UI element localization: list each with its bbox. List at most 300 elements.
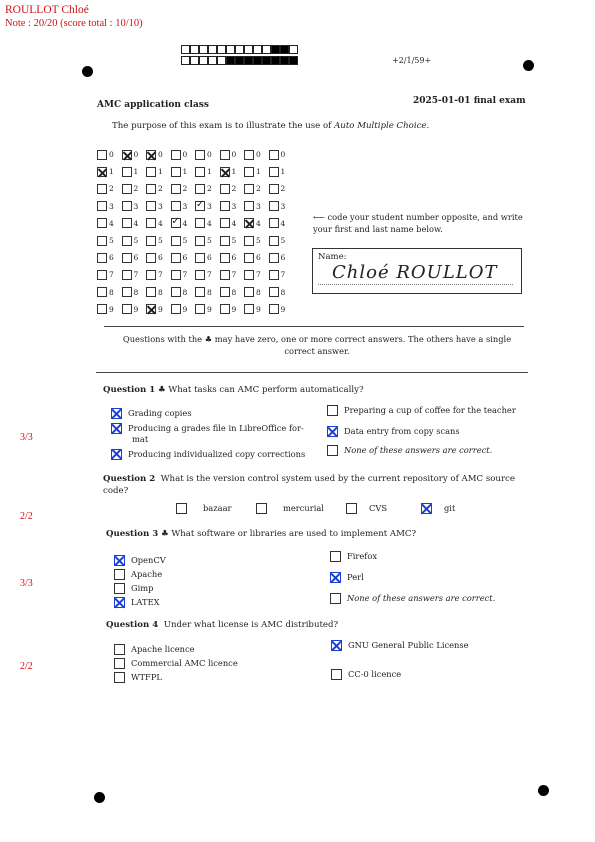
grid-cell[interactable] (122, 304, 147, 314)
grid-cell[interactable] (195, 253, 220, 263)
digit-label: 5 (109, 236, 114, 246)
digit-label: 7 (133, 270, 139, 280)
digit-box[interactable] (269, 218, 279, 228)
grid-row (97, 146, 293, 163)
option[interactable]: Commercial AMC licence (114, 658, 294, 669)
checkbox[interactable] (114, 555, 125, 566)
corner-mark-bl (94, 792, 105, 803)
digit-label: 0 (158, 150, 163, 160)
grid-row (97, 266, 293, 283)
grid-cell[interactable] (269, 184, 294, 194)
digit-box[interactable] (146, 253, 156, 263)
digit-box[interactable] (195, 304, 205, 314)
option[interactable]: git (421, 503, 471, 514)
digit-label: 0 (280, 150, 286, 160)
grid-cell[interactable] (122, 253, 147, 263)
q1-options-right (327, 405, 527, 456)
checkbox[interactable] (114, 583, 125, 594)
digit-box[interactable] (171, 184, 181, 194)
digit-label: 8 (280, 287, 286, 297)
digit-box[interactable] (269, 184, 279, 194)
grid-cell[interactable] (171, 218, 196, 228)
digit-box[interactable] (244, 184, 254, 194)
digit-label: 2 (133, 184, 139, 194)
option[interactable]: None of these answers are correct. (327, 445, 527, 456)
digit-label: 6 (109, 253, 114, 263)
digit-box[interactable] (269, 236, 279, 246)
grid-cell[interactable] (220, 167, 245, 177)
grid-cell[interactable] (195, 167, 220, 177)
grid-cell[interactable] (244, 253, 269, 263)
digit-label: 2 (207, 184, 212, 194)
grid-cell[interactable] (220, 184, 245, 194)
digit-box[interactable] (244, 201, 254, 211)
questions-info: Questions with the ♣ may have zero, one or more correct answers. The others have a single correct answer. (122, 334, 512, 357)
digit-box[interactable] (146, 218, 156, 228)
digit-box[interactable] (171, 201, 181, 211)
option[interactable]: Producing individualized copy corrections (111, 449, 321, 460)
digit-label: 4 (231, 218, 237, 228)
option[interactable]: Preparing a cup of coffee for the teacher (327, 405, 527, 416)
exam-title: AMC application class (97, 100, 209, 110)
digit-box[interactable] (244, 167, 254, 177)
digit-label: 3 (109, 201, 114, 211)
digit-box[interactable] (97, 287, 107, 297)
score-q3: 3/3 (20, 578, 33, 589)
digit-box[interactable] (269, 150, 279, 160)
digit-box[interactable] (171, 287, 181, 297)
digit-label: 0 (182, 150, 188, 160)
corner-mark-br (538, 785, 549, 796)
grid-cell[interactable] (97, 270, 122, 280)
grid-cell[interactable] (97, 201, 122, 211)
grid-cell[interactable] (269, 218, 294, 228)
student-number-instruction: ⟵ code your student number opposite, and write your first and last name below. (313, 212, 523, 235)
grid-cell[interactable] (122, 270, 147, 280)
digit-label: 9 (109, 304, 114, 314)
grid-cell[interactable] (146, 167, 171, 177)
score-q4: 2/2 (20, 661, 33, 672)
digit-label: 9 (207, 304, 212, 314)
grid-cell[interactable] (171, 270, 196, 280)
grid-cell[interactable] (146, 218, 171, 228)
digit-label: 8 (158, 287, 163, 297)
q3-options-right (330, 551, 530, 604)
grid-cell[interactable] (146, 150, 171, 160)
grid-cell[interactable] (146, 287, 171, 297)
checkbox[interactable] (111, 408, 122, 419)
option[interactable]: WTFPL (114, 672, 294, 683)
grid-cell[interactable] (244, 184, 269, 194)
grid-cell[interactable] (195, 304, 220, 314)
digit-box[interactable] (171, 304, 181, 314)
option[interactable]: Gimp (114, 583, 294, 594)
grid-cell[interactable] (97, 287, 122, 297)
grid-cell[interactable] (171, 184, 196, 194)
digit-box[interactable] (269, 253, 279, 263)
digit-label: 9 (158, 304, 163, 314)
grid-cell[interactable] (269, 167, 294, 177)
grid-row (97, 215, 293, 232)
grid-cell[interactable] (195, 236, 220, 246)
digit-label: 4 (109, 218, 114, 228)
grid-cell[interactable] (97, 150, 122, 160)
digit-box[interactable] (269, 270, 279, 280)
grid-cell[interactable] (146, 253, 171, 263)
digit-label: 8 (256, 287, 261, 297)
option[interactable]: Producing a grades file in LibreOffice for- mat (111, 423, 321, 445)
digit-box[interactable] (269, 287, 279, 297)
digit-box[interactable] (195, 218, 205, 228)
digit-box[interactable] (97, 270, 107, 280)
digit-box[interactable] (122, 304, 132, 314)
digit-label: 7 (109, 270, 114, 280)
digit-box[interactable] (244, 304, 254, 314)
grid-cell[interactable] (171, 304, 196, 314)
digit-box[interactable] (171, 167, 181, 177)
digit-box[interactable] (195, 253, 205, 263)
q2-options (176, 503, 471, 514)
grid-cell[interactable] (97, 167, 122, 177)
digit-label: 4 (280, 218, 286, 228)
grid-cell[interactable] (269, 304, 294, 314)
grid-cell[interactable] (220, 253, 245, 263)
checkbox[interactable] (176, 503, 187, 514)
checkbox[interactable] (256, 503, 267, 514)
grid-cell[interactable] (122, 287, 147, 297)
digit-box[interactable] (122, 150, 132, 160)
exam-intro: The purpose of this exam is to illustrate the use of Auto Multiple Choice. (112, 121, 430, 131)
digit-label: 3 (231, 201, 237, 211)
digit-box[interactable] (122, 236, 132, 246)
option[interactable]: Firefox (330, 551, 530, 562)
grid-cell[interactable] (220, 236, 245, 246)
digit-label: 8 (109, 287, 114, 297)
grid-cell[interactable] (195, 150, 220, 160)
digit-label: 6 (231, 253, 237, 263)
digit-label: 9 (231, 304, 237, 314)
grid-cell[interactable] (195, 201, 220, 211)
checkbox[interactable] (327, 445, 338, 456)
grid-cell[interactable] (220, 287, 245, 297)
digit-box[interactable] (220, 167, 230, 177)
digit-box[interactable] (146, 201, 156, 211)
digit-box[interactable] (220, 287, 230, 297)
q4-options-left (114, 644, 294, 683)
grid-row (97, 198, 293, 215)
option[interactable]: GNU General Public License (331, 640, 531, 651)
digit-box[interactable] (146, 304, 156, 314)
grid-cell[interactable] (146, 304, 171, 314)
score-q1: 3/3 (20, 432, 33, 443)
digit-label: 8 (133, 287, 139, 297)
grid-cell[interactable] (244, 218, 269, 228)
question-1-header: Question 1 ♣ What tasks can AMC perform automatically? (103, 385, 364, 395)
grid-cell[interactable] (195, 287, 220, 297)
digit-box[interactable] (195, 270, 205, 280)
digit-box[interactable] (146, 167, 156, 177)
digit-box[interactable] (220, 253, 230, 263)
digit-label: 6 (133, 253, 139, 263)
option[interactable]: Apache licence (114, 644, 294, 655)
digit-box[interactable] (97, 150, 107, 160)
digit-box[interactable] (171, 253, 181, 263)
grid-cell[interactable] (244, 150, 269, 160)
digit-label: 5 (182, 236, 188, 246)
option[interactable]: CC-0 licence (331, 669, 531, 680)
digit-label: 6 (256, 253, 261, 263)
digit-label: 3 (207, 201, 212, 211)
option[interactable]: mercurial (256, 503, 346, 514)
grid-cell[interactable] (220, 270, 245, 280)
grid-cell[interactable] (122, 150, 147, 160)
digit-box[interactable] (269, 304, 279, 314)
checkbox[interactable] (114, 644, 125, 655)
digit-box[interactable] (220, 236, 230, 246)
digit-box[interactable] (171, 270, 181, 280)
name-dotted-line (318, 284, 513, 285)
grid-row (97, 232, 293, 249)
digit-label: 0 (109, 150, 114, 160)
digit-box[interactable] (195, 150, 205, 160)
checkbox[interactable] (114, 569, 125, 580)
grid-cell[interactable] (146, 270, 171, 280)
digit-label: 1 (158, 167, 163, 177)
digit-box[interactable] (122, 253, 132, 263)
grid-cell[interactable] (220, 150, 245, 160)
digit-box[interactable] (122, 287, 132, 297)
digit-label: 9 (256, 304, 261, 314)
digit-box[interactable] (97, 201, 107, 211)
option[interactable]: Perl (330, 572, 530, 583)
grid-cell[interactable] (269, 150, 294, 160)
digit-box[interactable] (146, 287, 156, 297)
digit-box[interactable] (171, 218, 181, 228)
digit-label: 2 (158, 184, 163, 194)
checkbox[interactable] (111, 449, 122, 460)
digit-box[interactable] (97, 253, 107, 263)
digit-box[interactable] (244, 253, 254, 263)
grid-cell[interactable] (244, 236, 269, 246)
checkbox[interactable] (327, 426, 338, 437)
grid-cell[interactable] (146, 201, 171, 211)
grid-cell[interactable] (97, 184, 122, 194)
q3-options-left (114, 555, 294, 608)
divider (104, 326, 524, 327)
digit-label: 7 (182, 270, 188, 280)
grid-cell[interactable] (146, 236, 171, 246)
checkbox[interactable] (114, 672, 125, 683)
grid-cell[interactable] (244, 304, 269, 314)
digit-box[interactable] (220, 270, 230, 280)
corner-mark-tr (523, 60, 534, 71)
grid-cell[interactable] (269, 253, 294, 263)
checkbox[interactable] (330, 572, 341, 583)
digit-label: 4 (207, 218, 212, 228)
grid-cell[interactable] (97, 218, 122, 228)
digit-box[interactable] (97, 218, 107, 228)
grid-row (97, 301, 293, 318)
checkbox[interactable] (327, 405, 338, 416)
checkbox[interactable] (114, 597, 125, 608)
grid-cell[interactable] (171, 150, 196, 160)
digit-label: 4 (158, 218, 163, 228)
question-2-header: Question 2 What is the version control system used by the current repository of AMC source code? (103, 474, 515, 497)
digit-label: 1 (182, 167, 188, 177)
page-barcode (181, 45, 298, 65)
digit-label: 2 (182, 184, 188, 194)
digit-box[interactable] (146, 150, 156, 160)
grid-cell[interactable] (171, 236, 196, 246)
digit-box[interactable] (122, 201, 132, 211)
q4-options-right (331, 640, 531, 680)
grid-cell[interactable] (171, 201, 196, 211)
grid-cell[interactable] (269, 287, 294, 297)
grid-cell[interactable] (146, 184, 171, 194)
digit-label: 1 (280, 167, 286, 177)
digit-box[interactable] (97, 184, 107, 194)
digit-label: 5 (280, 236, 286, 246)
option[interactable]: Data entry from copy scans (327, 426, 527, 437)
grid-cell[interactable] (220, 218, 245, 228)
digit-label: 6 (158, 253, 163, 263)
digit-box[interactable] (220, 184, 230, 194)
grid-cell[interactable] (97, 236, 122, 246)
grid-cell[interactable] (122, 236, 147, 246)
grid-cell[interactable] (122, 167, 147, 177)
option[interactable]: OpenCV (114, 555, 294, 566)
digit-box[interactable] (195, 184, 205, 194)
digit-label: 6 (182, 253, 188, 263)
digit-box[interactable] (97, 167, 107, 177)
question-4-header: Question 4 Under what license is AMC distributed? (106, 620, 339, 630)
grid-cell[interactable] (171, 287, 196, 297)
digit-label: 2 (231, 184, 237, 194)
grid-cell[interactable] (195, 270, 220, 280)
digit-box[interactable] (122, 270, 132, 280)
digit-box[interactable] (122, 167, 132, 177)
checkbox[interactable] (330, 551, 341, 562)
digit-box[interactable] (97, 304, 107, 314)
digit-label: 7 (207, 270, 212, 280)
grid-cell[interactable] (171, 167, 196, 177)
digit-box[interactable] (146, 236, 156, 246)
digit-box[interactable] (195, 167, 205, 177)
digit-label: 1 (231, 167, 237, 177)
divider (96, 372, 528, 373)
student-number-grid (97, 146, 293, 318)
digit-label: 9 (133, 304, 139, 314)
q1-options-left (111, 408, 321, 460)
digit-label: 6 (207, 253, 212, 263)
checkbox[interactable] (331, 640, 342, 651)
digit-box[interactable] (195, 236, 205, 246)
digit-label: 5 (256, 236, 261, 246)
digit-box[interactable] (220, 304, 230, 314)
digit-label: 8 (207, 287, 212, 297)
option[interactable]: None of these answers are correct. (330, 593, 530, 604)
digit-box[interactable] (244, 150, 254, 160)
option[interactable]: Apache (114, 569, 294, 580)
grid-row (97, 163, 293, 180)
digit-box[interactable] (171, 150, 181, 160)
checkbox[interactable] (346, 503, 357, 514)
grid-cell[interactable] (244, 270, 269, 280)
grid-cell[interactable] (244, 201, 269, 211)
digit-box[interactable] (269, 167, 279, 177)
grid-cell[interactable] (171, 253, 196, 263)
grid-cell[interactable] (97, 253, 122, 263)
digit-box[interactable] (122, 184, 132, 194)
checkbox[interactable] (330, 593, 341, 604)
digit-label: 5 (207, 236, 212, 246)
checkbox[interactable] (331, 669, 342, 680)
option[interactable]: bazaar (176, 503, 256, 514)
grid-cell[interactable] (244, 287, 269, 297)
page-id: +2/1/59+ (392, 56, 432, 65)
grid-cell[interactable] (122, 184, 147, 194)
grid-cell[interactable] (122, 201, 147, 211)
digit-label: 8 (182, 287, 188, 297)
exam-date-title: 2025-01-01 final exam (413, 96, 526, 106)
digit-box[interactable] (146, 184, 156, 194)
name-label: Name: (318, 252, 347, 262)
digit-box[interactable] (244, 270, 254, 280)
corner-mark-tl (82, 66, 93, 77)
grid-cell[interactable] (97, 304, 122, 314)
grid-cell[interactable] (244, 167, 269, 177)
grid-cell[interactable] (122, 218, 147, 228)
digit-box[interactable] (244, 287, 254, 297)
grid-cell[interactable] (269, 236, 294, 246)
digit-label: 5 (133, 236, 139, 246)
grid-cell[interactable] (195, 184, 220, 194)
digit-label: 5 (231, 236, 237, 246)
option[interactable]: Grading copies (111, 408, 321, 419)
digit-label: 4 (182, 218, 188, 228)
digit-box[interactable] (269, 201, 279, 211)
checkbox[interactable] (114, 658, 125, 669)
digit-box[interactable] (122, 218, 132, 228)
checkbox[interactable] (111, 423, 122, 434)
grid-cell[interactable] (195, 218, 220, 228)
digit-label: 4 (256, 218, 261, 228)
digit-box[interactable] (195, 287, 205, 297)
digit-label: 1 (109, 167, 114, 177)
option[interactable]: LATEX (114, 597, 294, 608)
grid-cell[interactable] (269, 201, 294, 211)
digit-label: 3 (256, 201, 261, 211)
digit-box[interactable] (244, 236, 254, 246)
digit-box[interactable] (220, 218, 230, 228)
digit-box[interactable] (220, 150, 230, 160)
question-3-header: Question 3 ♣ What software or libraries are used to implement AMC? (106, 529, 417, 539)
option[interactable]: CVS (346, 503, 421, 514)
digit-box[interactable] (244, 218, 254, 228)
digit-box[interactable] (220, 201, 230, 211)
digit-box[interactable] (97, 236, 107, 246)
grid-cell[interactable] (269, 270, 294, 280)
digit-label: 7 (256, 270, 261, 280)
digit-label: 1 (133, 167, 139, 177)
digit-box[interactable] (195, 201, 205, 211)
digit-box[interactable] (171, 236, 181, 246)
digit-label: 4 (133, 218, 139, 228)
digit-box[interactable] (146, 270, 156, 280)
grid-cell[interactable] (220, 201, 245, 211)
grid-cell[interactable] (220, 304, 245, 314)
checkbox[interactable] (421, 503, 432, 514)
